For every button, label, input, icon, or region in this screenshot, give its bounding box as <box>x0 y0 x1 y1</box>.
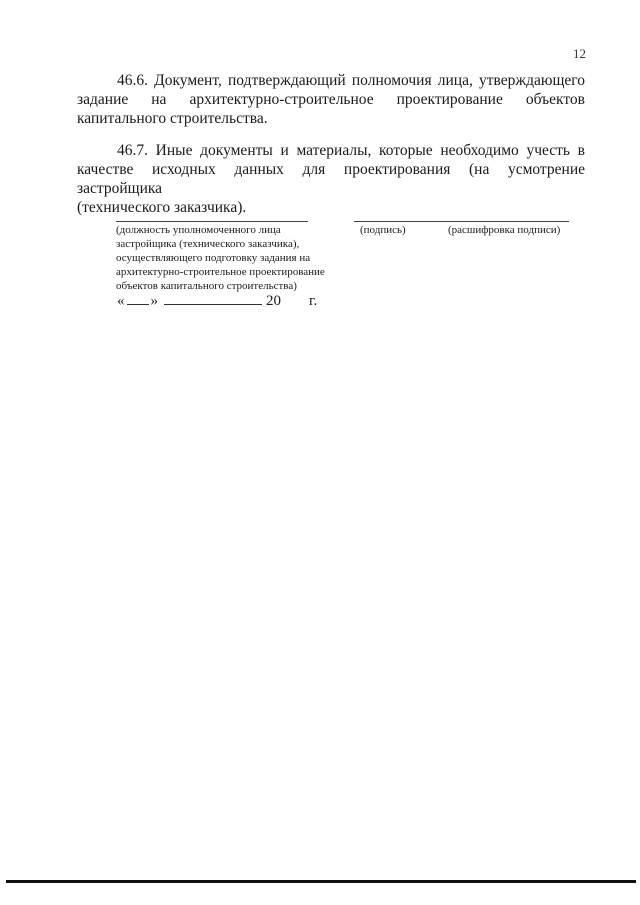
date-suffix: г. <box>309 293 318 309</box>
date-row <box>117 292 317 310</box>
paragraph-line: (технического заказчика). <box>77 199 247 216</box>
position-caption-line: осуществляющего подготовку задания на <box>116 252 311 264</box>
position-signature-line <box>116 221 308 222</box>
position-caption <box>116 223 356 293</box>
signature-decoding-caption: (расшифровка подписи) <box>448 224 561 236</box>
position-caption-line: (должность уполномоченного лица <box>116 224 281 236</box>
paragraph-line: 46.6. Документ, подтверждающий полномочия лица, утверждающего <box>117 72 585 89</box>
bottom-scan-rule <box>6 880 636 883</box>
position-caption-line: архитектурно-строительное проектирование <box>116 266 325 278</box>
signature-caption: (подпись) <box>360 224 406 236</box>
page-number: 12 <box>573 46 586 61</box>
paragraph-46-7 <box>77 141 585 217</box>
position-caption-line: застройщика (технического заказчика), <box>116 238 300 250</box>
paragraph-line: 46.7. Иные документы и материалы, которые необходимо учесть в <box>117 142 585 159</box>
day-blank <box>127 292 149 305</box>
paragraph-46-6 <box>77 71 585 128</box>
paragraph-line: качестве исходных данных для проектирования (на усмотрение застройщика <box>77 161 585 197</box>
month-blank <box>164 292 262 305</box>
signature-decoding-line <box>354 221 569 222</box>
paragraph-line: капитального строительства. <box>77 110 268 127</box>
date-open-quote: « <box>117 293 125 309</box>
paragraph-line: задание на архитектурно-строительное проектирование объектов <box>77 91 585 108</box>
date-year: 20 <box>266 293 281 309</box>
position-caption-line: объектов капитального строительства) <box>116 280 297 292</box>
date-close-quote: » <box>150 293 158 309</box>
